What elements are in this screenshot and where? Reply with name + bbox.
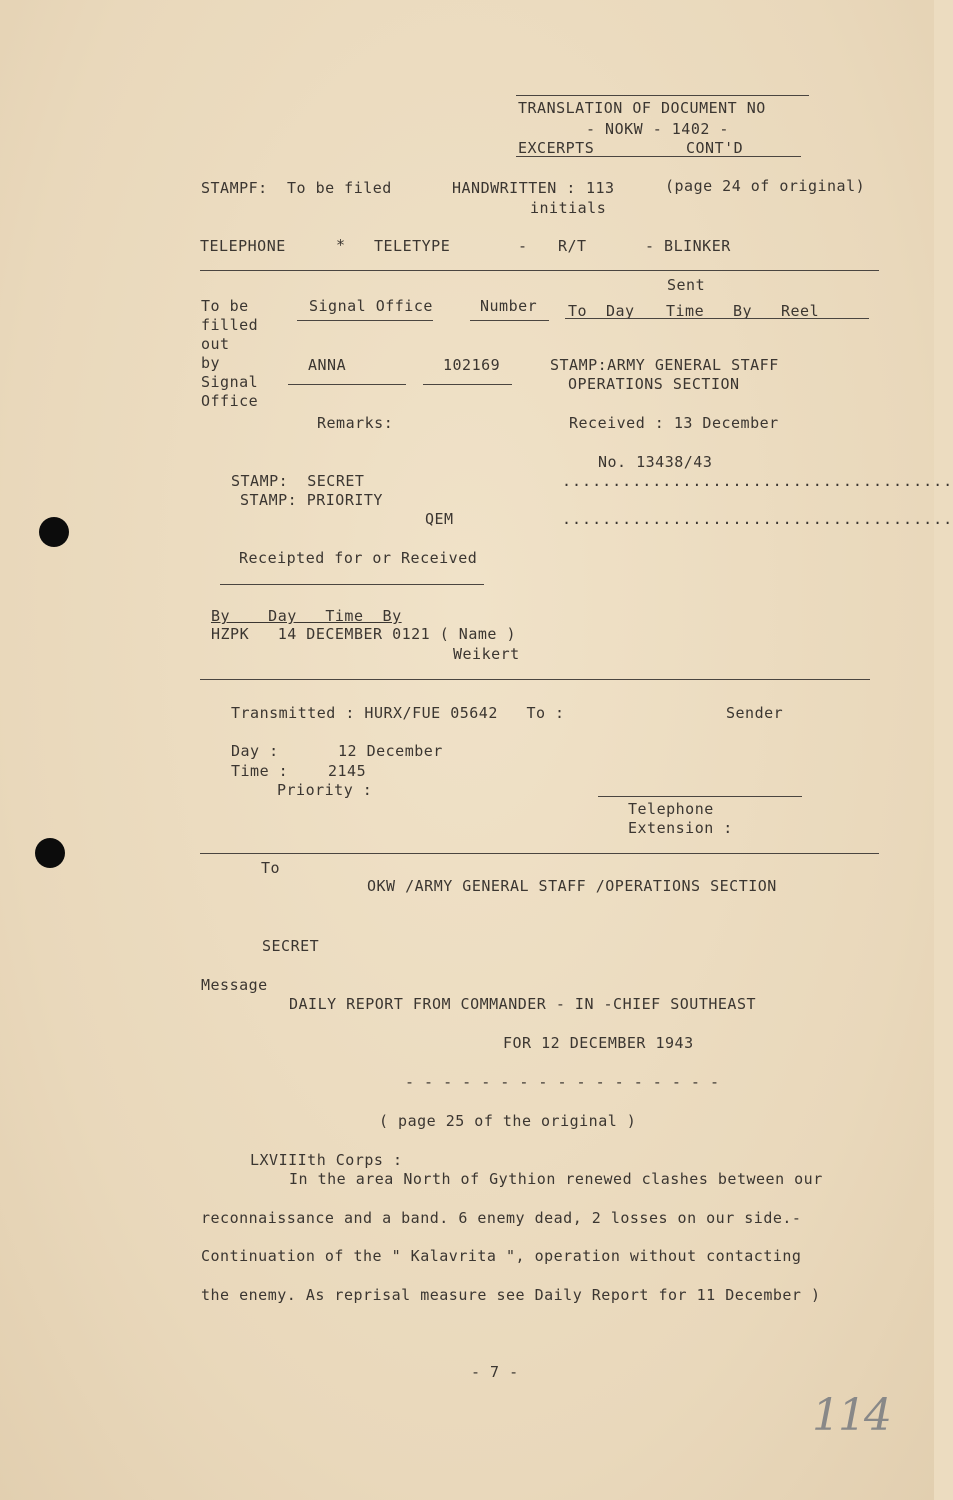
recipient: OKW /ARMY GENERAL STAFF /OPERATIONS SECTION <box>367 877 777 895</box>
qem-label: QEM <box>425 510 454 528</box>
number-underline <box>470 320 549 321</box>
initials-label: initials <box>530 199 607 217</box>
corps-heading: LXVIIIth Corps : <box>250 1151 403 1169</box>
sent-time: Time <box>666 302 705 320</box>
mode-teletype: TELETYPE <box>374 237 451 255</box>
mode-dash: - <box>518 237 528 255</box>
page-number: - 7 - <box>471 1363 519 1381</box>
to-be-filled-label: To be filled out by Signal Office <box>201 297 259 410</box>
transmitted-line: Transmitted : HURX/FUE 05642 To : <box>231 704 565 722</box>
body-line-2: reconnaissance and a band. 6 enemy dead, 2 losses on our side.- <box>201 1209 802 1227</box>
header-doc-no: - NOKW - 1402 - <box>586 120 729 138</box>
body-line-4: the enemy. As reprisal measure see Daily Report for 11 December ) <box>201 1286 821 1304</box>
telephone-label: Telephone <box>628 800 714 818</box>
day-label: Day : <box>231 742 279 760</box>
signal-office-label: Signal Office <box>309 297 433 315</box>
handwritten-label: HANDWRITTEN : <box>452 179 576 197</box>
day-value: 12 December <box>338 742 443 760</box>
handwritten-page-number: 114 <box>812 1390 890 1441</box>
weikert-name: Weikert <box>453 645 520 663</box>
mode-rt: R/T <box>558 237 587 255</box>
divider-2 <box>200 679 870 680</box>
stamp-priority: STAMP: PRIORITY <box>240 491 383 509</box>
stamp-value: To be filed <box>287 179 392 197</box>
receipted-label: Receipted for or Received <box>239 549 478 567</box>
sent-label: Sent <box>667 276 706 294</box>
extension-label: Extension : <box>628 819 733 837</box>
header-rule-top <box>516 95 809 96</box>
number-label: Number <box>480 297 538 315</box>
handwritten-number: 113 <box>586 179 615 197</box>
message-label: Message <box>201 976 268 994</box>
header-rule-bottom <box>516 156 801 157</box>
secret-label: SECRET <box>262 937 320 955</box>
sender-underline <box>598 796 802 797</box>
mode-blinker: - BLINKER <box>645 237 731 255</box>
divider-3 <box>200 853 879 854</box>
to-label: To <box>261 859 281 877</box>
sender-label: Sender <box>726 704 784 722</box>
receipted-underline <box>220 584 484 585</box>
header-excerpts: EXCERPTS <box>518 139 595 157</box>
operations-section: OPERATIONS SECTION <box>568 375 740 393</box>
received-date: Received : 13 December <box>569 414 779 432</box>
number-value: 102169 <box>443 356 501 374</box>
punch-hole-bottom <box>35 838 65 868</box>
dotted-line-2: ....................................... <box>562 510 953 528</box>
mode-telephone: TELEPHONE <box>200 237 286 255</box>
stamp-label: STAMPF: <box>201 179 268 197</box>
report-title: DAILY REPORT FROM COMMANDER - IN -CHIEF SOUTHEAST <box>289 995 757 1013</box>
signal-office-underline <box>297 320 433 321</box>
sent-underline <box>565 318 869 319</box>
sent-day: Day <box>606 302 635 320</box>
office-value-underline <box>288 384 406 385</box>
received-number: No. 13438/43 <box>598 453 713 471</box>
header-title: TRANSLATION OF DOCUMENT NO <box>518 99 766 117</box>
body-line-1: In the area North of Gythion renewed clashes between our <box>289 1170 823 1188</box>
time-label: Time : <box>231 762 289 780</box>
page-25-ref: ( page 25 of the original ) <box>379 1112 637 1130</box>
separator-dashes: - - - - - - - - - - - - - - - - - <box>405 1073 720 1091</box>
divider-1 <box>200 270 879 271</box>
page-ref-original: (page 24 of original) <box>665 177 866 195</box>
sent-by: By <box>733 302 753 320</box>
by-day-time-by: By Day Time By <box>211 607 402 625</box>
body-line-3: Continuation of the " Kalavrita ", operation without contacting <box>201 1247 802 1265</box>
number-value-underline <box>423 384 512 385</box>
sent-reel: Reel <box>781 302 820 320</box>
report-date: FOR 12 DECEMBER 1943 <box>503 1034 694 1052</box>
mode-star: * <box>336 236 346 254</box>
hzpk-line: HZPK 14 DECEMBER 0121 ( Name ) <box>211 625 516 643</box>
signal-office-value: ANNA <box>308 356 347 374</box>
dotted-line-1: ....................................... <box>562 472 953 490</box>
stamp-army-general-staff: STAMP:ARMY GENERAL STAFF <box>550 356 779 374</box>
priority-label: Priority : <box>277 781 373 799</box>
header-contd: CONT'D <box>686 139 744 157</box>
time-value: 2145 <box>328 762 367 780</box>
stamp-secret: STAMP: SECRET <box>231 472 365 490</box>
sent-to: To <box>568 302 588 320</box>
remarks-label: Remarks: <box>317 414 394 432</box>
punch-hole-top <box>39 517 69 547</box>
